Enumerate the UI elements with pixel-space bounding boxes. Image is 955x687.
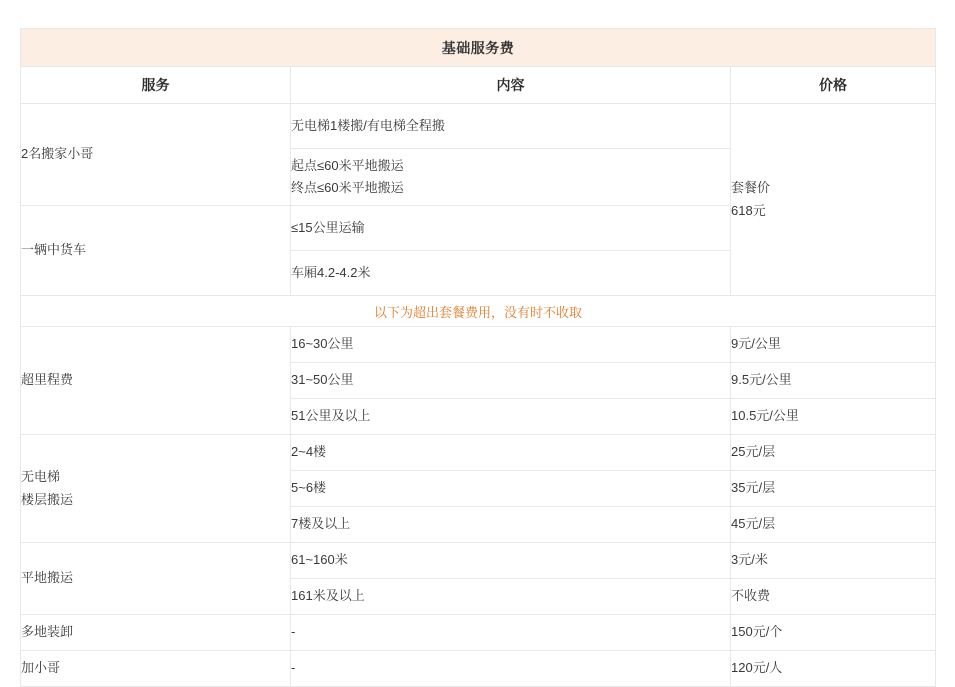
- service-mileage: 超里程费: [21, 327, 291, 435]
- column-header-content: 内容: [291, 67, 731, 104]
- mileage-content-1: 16~30公里: [291, 327, 731, 363]
- multi-stop-content: -: [291, 615, 731, 651]
- package-price-cell: [731, 104, 936, 296]
- service-movers: 2名搬家小哥: [21, 104, 291, 206]
- column-header-service: 服务: [21, 67, 291, 104]
- stairs-price-1: 25元/层: [731, 435, 936, 471]
- table-header-row: [21, 67, 936, 104]
- note-row: [21, 296, 936, 327]
- flat-content-2: 161米及以上: [291, 579, 731, 615]
- service-stairs-line1: 无电梯: [21, 469, 61, 485]
- mileage-price-2: 9.5元/公里: [731, 363, 936, 399]
- movers-content-2: [291, 149, 731, 206]
- service-multi-stop: 多地装卸: [21, 615, 291, 651]
- service-flat: 平地搬运: [21, 543, 291, 615]
- stairs-content-2: 5~6楼: [291, 471, 731, 507]
- flat-content-1: 61~160米: [291, 543, 731, 579]
- stairs-price-3: 45元/层: [731, 507, 936, 543]
- mileage-content-2: 31~50公里: [291, 363, 731, 399]
- service-truck: 一辆中货车: [21, 206, 291, 296]
- table-row: [21, 104, 936, 149]
- service-extra-mover: 加小哥: [21, 651, 291, 687]
- table-row: [21, 435, 936, 471]
- table-row: [21, 651, 936, 687]
- table-row: [21, 543, 936, 579]
- extra-mover-price: 120元/人: [731, 651, 936, 687]
- mileage-price-3: 10.5元/公里: [731, 399, 936, 435]
- stairs-content-1: 2~4楼: [291, 435, 731, 471]
- extra-mover-content: -: [291, 651, 731, 687]
- table-row: [21, 327, 936, 363]
- flat-price-1: 3元/米: [731, 543, 936, 579]
- truck-content-2: 车厢4.2-4.2米: [291, 251, 731, 296]
- flat-price-2: 不收费: [731, 579, 936, 615]
- mileage-content-3: 51公里及以上: [291, 399, 731, 435]
- truck-content-1: ≤15公里运输: [291, 206, 731, 251]
- table-row: [21, 615, 936, 651]
- stairs-content-3: 7楼及以上: [291, 507, 731, 543]
- mileage-price-1: 9元/公里: [731, 327, 936, 363]
- package-price-value: 618元: [731, 202, 766, 218]
- package-price-label: 套餐价: [731, 180, 771, 196]
- service-stairs: [21, 435, 291, 543]
- movers-content-2-line1: 起点≤60米平地搬运: [291, 157, 404, 173]
- basic-service-fee-table: [20, 28, 936, 687]
- movers-content-2-line2: 终点≤60米平地搬运: [291, 180, 404, 195]
- service-stairs-line2: 楼层搬运: [21, 491, 74, 507]
- table-title: 基础服务费: [21, 29, 936, 67]
- table-title-row: [21, 29, 936, 67]
- stairs-price-2: 35元/层: [731, 471, 936, 507]
- overage-note: 以下为超出套餐费用，没有时不收取: [21, 296, 936, 327]
- multi-stop-price: 150元/个: [731, 615, 936, 651]
- column-header-price: 价格: [731, 67, 936, 104]
- movers-content-1: 无电梯1楼搬/有电梯全程搬: [291, 104, 731, 149]
